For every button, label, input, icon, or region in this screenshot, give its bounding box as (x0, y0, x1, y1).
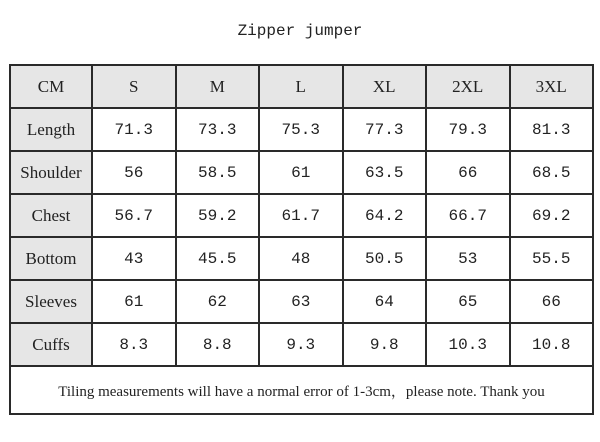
value-cell: 56 (92, 151, 176, 194)
value-cell: 66 (510, 280, 594, 323)
value-cell: 10.3 (426, 323, 510, 366)
row-label-cell: Chest (10, 194, 92, 237)
value-cell: 8.3 (92, 323, 176, 366)
note-row (10, 366, 593, 414)
value-cell: 63 (259, 280, 343, 323)
table-row (10, 151, 593, 194)
table-row (10, 194, 593, 237)
value-cell: 58.5 (176, 151, 260, 194)
value-cell: 69.2 (510, 194, 594, 237)
value-cell: 9.8 (343, 323, 427, 366)
value-cell: 53 (426, 237, 510, 280)
value-cell: 79.3 (426, 108, 510, 151)
value-cell: 64.2 (343, 194, 427, 237)
value-cell: 61 (259, 151, 343, 194)
value-cell: 81.3 (510, 108, 594, 151)
value-cell: 55.5 (510, 237, 594, 280)
value-cell: 61 (92, 280, 176, 323)
header-row (10, 65, 593, 108)
value-cell: 68.5 (510, 151, 594, 194)
value-cell: 71.3 (92, 108, 176, 151)
table-row (10, 323, 593, 366)
size-header-cell: XL (343, 65, 427, 108)
value-cell: 62 (176, 280, 260, 323)
corner-header-cell: CM (10, 65, 92, 108)
table-row (10, 280, 593, 323)
value-cell: 8.8 (176, 323, 260, 366)
value-cell: 45.5 (176, 237, 260, 280)
page-title: Zipper jumper (237, 22, 363, 40)
size-header-cell: 3XL (510, 65, 594, 108)
size-chart-table (9, 64, 594, 415)
value-cell: 9.3 (259, 323, 343, 366)
row-label-cell: Sleeves (10, 280, 92, 323)
measurement-note: Tiling measurements will have a normal error of 1-3cm，please note. Thank you (10, 366, 593, 414)
size-header-cell: M (176, 65, 260, 108)
row-label-cell: Bottom (10, 237, 92, 280)
value-cell: 61.7 (259, 194, 343, 237)
value-cell: 10.8 (510, 323, 594, 366)
value-cell: 48 (259, 237, 343, 280)
row-label-cell: Shoulder (10, 151, 92, 194)
value-cell: 64 (343, 280, 427, 323)
row-label-cell: Cuffs (10, 323, 92, 366)
size-header-cell: S (92, 65, 176, 108)
value-cell: 59.2 (176, 194, 260, 237)
value-cell: 66 (426, 151, 510, 194)
value-cell: 77.3 (343, 108, 427, 151)
row-label-cell: Length (10, 108, 92, 151)
table-row (10, 237, 593, 280)
value-cell: 63.5 (343, 151, 427, 194)
value-cell: 56.7 (92, 194, 176, 237)
value-cell: 65 (426, 280, 510, 323)
value-cell: 73.3 (176, 108, 260, 151)
value-cell: 43 (92, 237, 176, 280)
value-cell: 75.3 (259, 108, 343, 151)
value-cell: 50.5 (343, 237, 427, 280)
value-cell: 66.7 (426, 194, 510, 237)
size-header-cell: L (259, 65, 343, 108)
size-header-cell: 2XL (426, 65, 510, 108)
table-row (10, 108, 593, 151)
